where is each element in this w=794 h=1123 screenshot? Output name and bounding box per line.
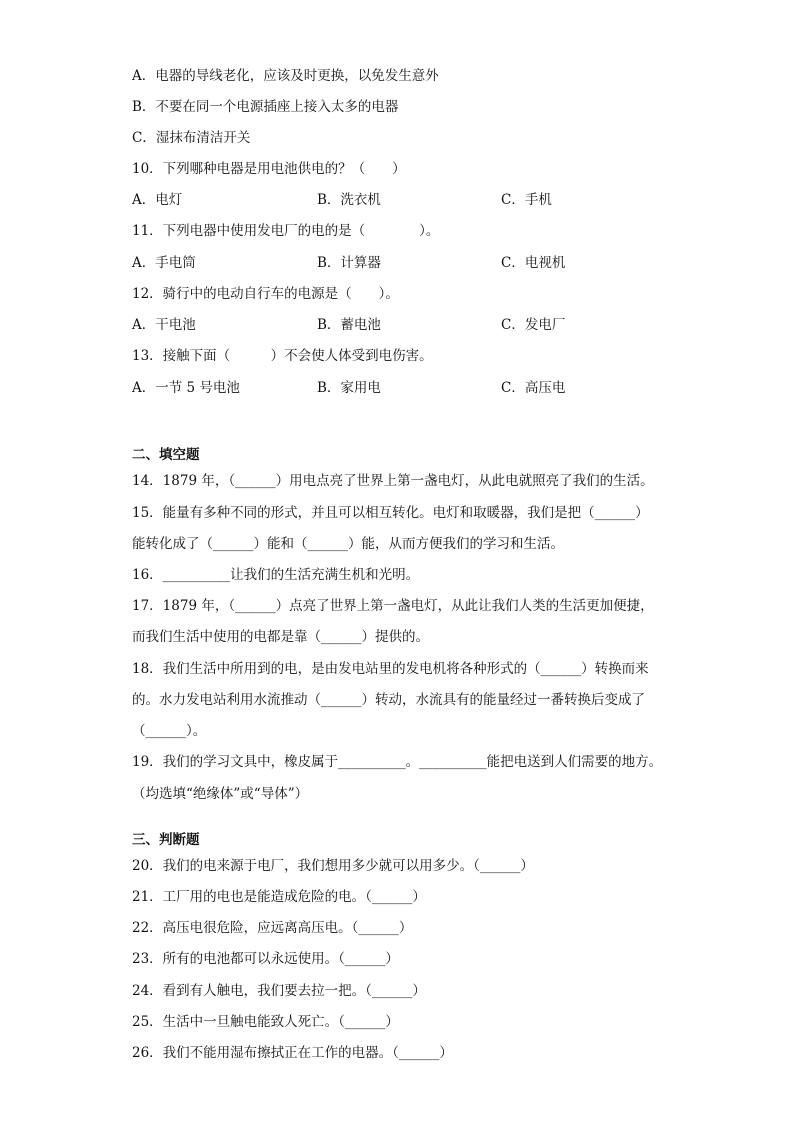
question-17-line-1: 17．1879 年，（______）点亮了世界上第一盏电灯，从此让我们人类的生活更加便捷， — [132, 598, 654, 614]
q11-option-a: A．手电筒 — [132, 255, 196, 271]
question-18-line-3: （______）。 — [132, 723, 207, 739]
question-12: 12．骑行中的电动自行车的电源是（ ）。 — [132, 286, 399, 302]
question-17-line-2: 而我们生活中使用的电都是靠（______）提供的。 — [132, 629, 429, 645]
q10-option-a: A．电灯 — [132, 192, 183, 208]
question-23: 23．所有的电池都可以永远使用。（______） — [132, 951, 399, 967]
q11-option-c: C．电视机 — [501, 255, 566, 271]
q9-option-c: C．湿抹布清洁开关 — [132, 130, 251, 146]
question-14: 14．1879 年，（______）用电点亮了世界上第一盏电灯，从此电就照亮了我们的生活。 — [132, 473, 654, 489]
judge-section-title: 三、判断题 — [132, 832, 200, 848]
question-15-line-2: 能转化成了（______）能和（______）能，从而方便我们的学习和生活。 — [132, 536, 564, 552]
question-10: 10．下列哪种电器是用电池供电的？（ ） — [132, 161, 406, 177]
q12-option-a: A．干电池 — [132, 317, 196, 333]
q13-option-c: C．高压电 — [501, 380, 566, 396]
question-13: 13．接触下面（ ）不会使人体受到电伤害。 — [132, 348, 433, 364]
question-19-line-1: 19．我们的学习文具中，橡皮属于__________。__________能把电送到人们需要的地方。 — [132, 754, 663, 770]
q12-option-c: C．发电厂 — [501, 317, 566, 333]
q13-option-b: B．家用电 — [317, 380, 381, 396]
question-18-line-2: 的。水力发电站利用水流推动（______）转动，水流具有的能量经过一番转换后变成了 — [132, 692, 645, 708]
question-26: 26．我们不能用湿布擦拭正在工作的电器。（______） — [132, 1045, 453, 1061]
question-21: 21．工厂用的电也是能造成危险的电。（______） — [132, 889, 426, 905]
question-11: 11．下列电器中使用发电厂的电的是（ ）。 — [132, 223, 440, 239]
question-20: 20．我们的电来源于电厂，我们想用多少就可以用多少。（______） — [132, 858, 534, 874]
q9-option-b: B．不要在同一个电源插座上接入太多的电器 — [132, 99, 399, 115]
question-25: 25．生活中一旦触电能致人死亡。（______） — [132, 1014, 399, 1030]
question-22: 22．高压电很危险，应远离高压电。（______） — [132, 920, 413, 936]
q11-option-b: B．计算器 — [317, 255, 381, 271]
q10-option-b: B．洗衣机 — [317, 192, 381, 208]
q9-option-a: A．电器的导线老化，应该及时更换，以免发生意外 — [132, 68, 439, 84]
question-16: 16．__________让我们的生活充满生机和光明。 — [132, 567, 420, 583]
question-24: 24．看到有人触电，我们要去拉一把。（______） — [132, 983, 426, 999]
q12-option-b: B．蓄电池 — [317, 317, 381, 333]
fill-in-section-title: 二、填空题 — [132, 447, 200, 463]
question-19-line-2: （均选填“绝缘体”或“导体”） — [132, 786, 309, 802]
q13-option-a: A．一节 5 号电池 — [132, 380, 240, 396]
question-15-line-1: 15．能量有多种不同的形式，并且可以相互转化。电灯和取暖器，我们是把（______） — [132, 505, 649, 521]
q10-option-c: C．手机 — [501, 192, 552, 208]
question-18-line-1: 18．我们生活中所用到的电，是由发电站里的发电机将各种形式的（______）转换而来 — [132, 661, 649, 677]
